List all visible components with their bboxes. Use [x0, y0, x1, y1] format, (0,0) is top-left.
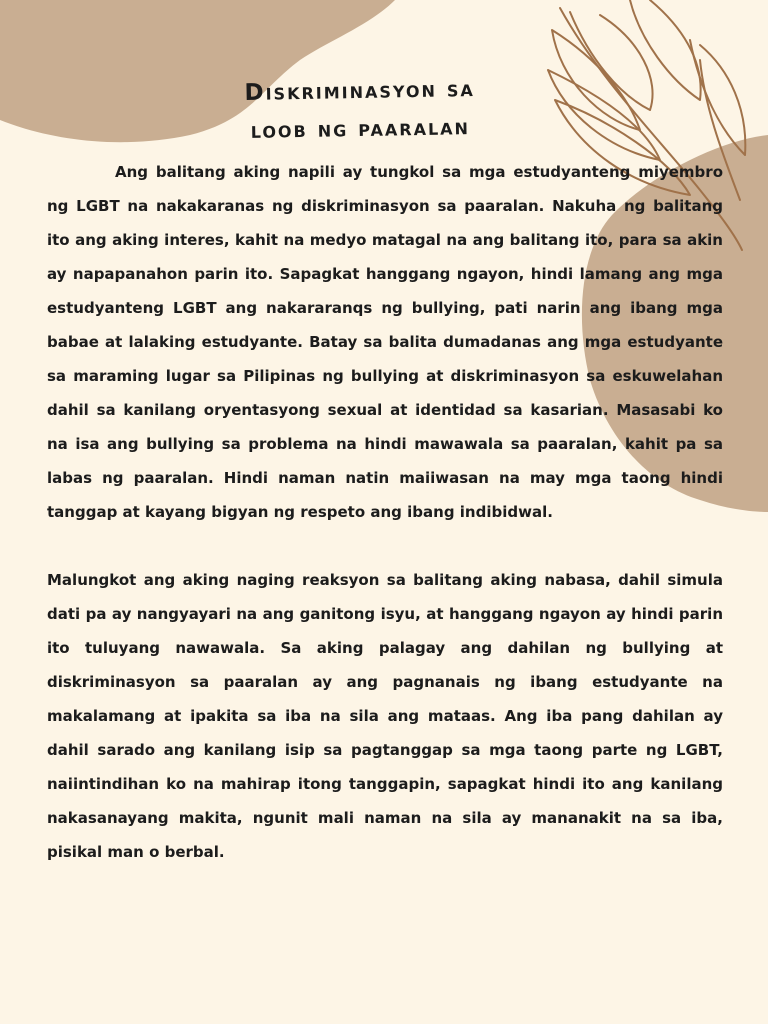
paragraph-1: Ang balitang aking napili ay tungkol sa mga estudyanteng miyembro ng LGBT na nakakaranas ng diskriminasyon sa paaralan. Nakuha ng balitang ito ang aking interes, kahit na medyo matagal na ang balitang ito, para sa akin ay napapanahon parin ito. Sapagkat hanggang ngayon, hindi lamang ang mga estudyanteng LGBT ang nakararanqs ng bullying, pati narin ang ibang mga babae at lalaking estudyante. Batay sa balita dumadanas ang mga estudyante sa maraming lugar sa Pilipinas ng bullying at diskriminasyon sa eskuwelahan dahil sa kanilang oryentasyong sexual at identidad sa kasarian. Masasabi ko na isa ang bullying sa problema na hindi mawawala sa paaralan, kahit pa sa labas ng paaralan. Hindi naman natin maiiwasan na may mga taong hindi tanggap at kayang bigyan ng respeto ang ibang indibidwal. [47, 163, 723, 521]
paragraph-2: Malungkot ang aking naging reaksyon sa balitang aking nabasa, dahil simula dati pa ay nangyayari na ang ganitong isyu, at hanggang ngayon ay hindi parin ito tuluyang nawawala. Sa aking palagay ang dahilan ng bullying at diskriminasyon sa paaralan ay ang pagnanais ng ibang estudyante na makalamang at ipakita sa iba na sila ang mataas. Ang iba pang dahilan ay dahil sarado ang kanilang isip sa pagtanggap sa mga taong parte ng LGBT, naiintindihan ko na mahirap itong tanggapin, sapagkat hindi ito ang kanilang nakasanayang makita, ngunit mali naman na sila ay mananakit na sa iba, pisikal man o berbal. [47, 571, 723, 861]
paragraph-gap [47, 529, 723, 563]
essay-body [47, 155, 723, 869]
title-line-2: loob ng paaralan [250, 114, 471, 144]
page-title [149, 68, 570, 151]
title-line-1: Diskriminasyon sa [244, 75, 476, 107]
